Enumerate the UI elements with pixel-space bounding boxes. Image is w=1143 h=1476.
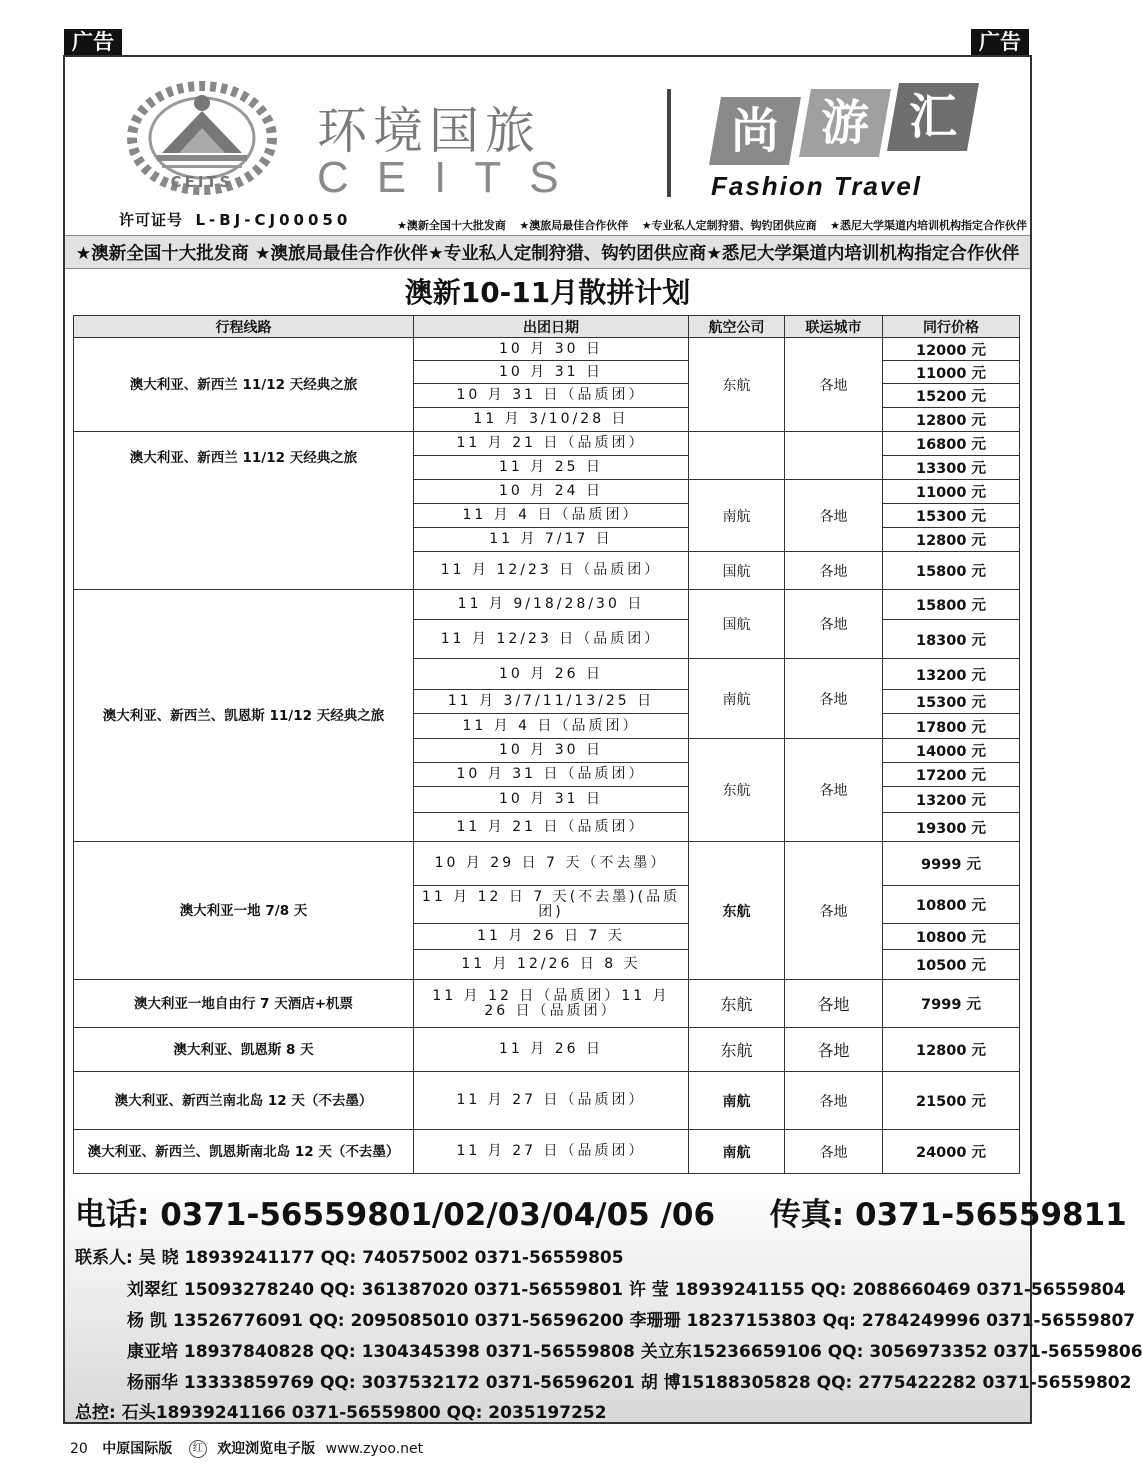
price-cell: 15200 元 [883, 384, 1020, 408]
brand-name-cn: 环境国旅 [317, 102, 541, 160]
brand-name-en: CEITS [317, 153, 587, 202]
table-header-row [74, 316, 1020, 338]
airline-cell [689, 432, 785, 480]
airline-cell: 南航 [689, 659, 785, 739]
price-cell: 9999 元 [883, 842, 1020, 886]
city-cell: 各地 [785, 842, 883, 980]
city-cell: 各地 [785, 739, 883, 842]
date-cell: 11 月 21 日（品质团） [414, 813, 689, 842]
ad-label-right: 广告 [971, 29, 1029, 56]
date-cell: 11 月 26 日 [414, 1028, 689, 1072]
price-cell: 10800 元 [883, 924, 1020, 950]
price-cell: 24000 元 [883, 1130, 1020, 1174]
brand-divider [667, 89, 671, 197]
date-cell: 11 月 12/23 日（品质团） [414, 552, 689, 590]
city-cell: 各地 [785, 338, 883, 432]
header-airline: 航空公司 [689, 316, 785, 338]
price-cell: 12000 元 [883, 338, 1020, 361]
airline-cell: 东航 [689, 980, 785, 1028]
route-cell: 澳大利亚、新西兰、凯恩斯南北岛 12 天（不去墨） [74, 1130, 414, 1174]
route-cell: 澳大利亚一地自由行 7 天酒店+机票 [74, 980, 414, 1028]
price-cell: 13200 元 [883, 787, 1020, 813]
contact-footer [65, 1179, 1143, 1423]
header [65, 57, 1030, 237]
date-cell: 11 月 27 日（品质团） [414, 1130, 689, 1174]
contact-line: 康亚培 18937840828 QQ: 1304345398 0371-56559808 关立东15236659106 QQ: 3056973352 0371-56559806 [127, 1342, 1143, 1362]
airline-cell: 南航 [689, 480, 785, 552]
date-cell: 11 月 4 日（品质团） [414, 714, 689, 739]
phone-label: 电话: [75, 1197, 150, 1233]
airline-cell: 东航 [689, 338, 785, 432]
phone-number: 0371-56559801/02/03/04/05 /06 [160, 1197, 716, 1233]
price-cell: 17800 元 [883, 714, 1020, 739]
ceits-emblem-icon [107, 83, 297, 198]
route-cell: 澳大利亚一地 7/8 天 [74, 842, 414, 980]
date-cell: 10 月 29 日 7 天（不去墨） [414, 842, 689, 886]
table-row [74, 980, 1020, 1028]
city-cell: 各地 [785, 659, 883, 739]
page-number: 20 [70, 1441, 88, 1457]
city-cell: 各地 [785, 590, 883, 659]
airline-cell: 国航 [689, 552, 785, 590]
table-row [74, 842, 1020, 886]
price-cell: 13200 元 [883, 659, 1020, 690]
plan-title: 澳新10-11月散拼计划 [404, 276, 691, 309]
route-cell: 澳大利亚、新西兰南北岛 12 天（不去墨） [74, 1072, 414, 1130]
date-cell: 11 月 12/26 日 8 天 [414, 950, 689, 980]
airline-cell: 南航 [689, 1130, 785, 1174]
date-cell: 11 月 4 日（品质团） [414, 504, 689, 528]
price-cell: 13300 元 [883, 456, 1020, 480]
price-cell: 12800 元 [883, 1028, 1020, 1072]
price-cell: 7999 元 [883, 980, 1020, 1028]
date-cell: 11 月 12 日 7 天(不去墨)(品质团) [414, 886, 689, 924]
site-link[interactable]: www.zyoo.net [325, 1441, 424, 1457]
price-cell: 15300 元 [883, 690, 1020, 714]
route-cell: 澳大利亚、新西兰 11/12 天经典之旅 [74, 338, 414, 432]
table-row [74, 1130, 1020, 1174]
city-cell [785, 432, 883, 480]
price-cell: 12800 元 [883, 408, 1020, 432]
fax-label: 传真: [769, 1197, 845, 1233]
price-cell: 16800 元 [883, 432, 1020, 456]
fax-number: 0371-56559811 [855, 1197, 1127, 1233]
date-cell: 10 月 31 日 [414, 787, 689, 813]
schedule-table [73, 315, 1020, 1174]
route-cell: 澳大利亚、凯恩斯 8 天 [74, 1028, 414, 1072]
city-cell: 各地 [785, 980, 883, 1028]
date-cell: 10 月 26 日 [414, 659, 689, 690]
small-badges: ★澳新全国十大批发商 ★澳旅局最佳合作伙伴 ★专业私人定制狩猎、钩钓团供应商 ★悉尼大学渠道内培训机构指定合作伙伴 [397, 219, 1027, 232]
contact-line: 联系人: 吴 晓 18939241177 QQ: 740575002 0371-56559805 [75, 1248, 624, 1268]
price-cell: 18300 元 [883, 620, 1020, 659]
header-price: 同行价格 [883, 316, 1020, 338]
welcome-text: 欢迎浏览电子版 [217, 1441, 316, 1457]
table-row [74, 338, 1020, 361]
page-footer [70, 1438, 423, 1458]
city-cell: 各地 [785, 1028, 883, 1072]
date-cell: 11 月 25 日 [414, 456, 689, 480]
price-cell: 10800 元 [883, 886, 1020, 924]
date-cell: 11 月 9/18/28/30 日 [414, 590, 689, 620]
airline-cell: 东航 [689, 1028, 785, 1072]
city-cell: 各地 [785, 480, 883, 552]
header-date: 出团日期 [414, 316, 689, 338]
price-cell: 10500 元 [883, 950, 1020, 980]
price-cell: 11000 元 [883, 361, 1020, 384]
date-cell: 10 月 30 日 [414, 338, 689, 361]
contact-line: 刘翠红 15093278240 QQ: 361387020 0371-56559801 许 莹 18939241155 QQ: 2088660469 0371-56559804 [127, 1280, 1126, 1300]
credentials-banner: ★澳新全国十大批发商 ★澳旅局最佳合作伙伴★专业私人定制狩猎、钩钓团供应商★悉尼大学渠道内培训机构指定合作伙伴 [65, 235, 1030, 269]
date-cell: 11 月 21 日（品质团） [414, 432, 689, 456]
contact-line: 杨丽华 13333859769 QQ: 3037532172 0371-56596201 胡 博15188305828 QQ: 2775422282 0371-56559802 [127, 1373, 1132, 1393]
date-cell: 11 月 7/17 日 [414, 528, 689, 552]
airline-cell: 东航 [689, 739, 785, 842]
contact-line: 总控: 石头18939241166 0371-56559800 QQ: 2035197252 [75, 1403, 607, 1423]
logo-char-box: 游 [799, 89, 891, 157]
city-cell: 各地 [785, 552, 883, 590]
table-row [74, 432, 1020, 456]
ad-label-left: 广告 [64, 29, 122, 56]
contact-line: 杨 凯 13526776091 QQ: 2095085010 0371-56596200 李珊珊 18237153803 Qq: 2784249996 0371-56559807 [127, 1311, 1136, 1331]
header-route: 行程线路 [74, 316, 414, 338]
route-cell: 澳大利亚、新西兰 11/12 天经典之旅 [74, 432, 414, 590]
header-city: 联运城市 [785, 316, 883, 338]
logo-char-box: 尚 [709, 97, 801, 165]
phone-fax-line [75, 1189, 1127, 1234]
price-cell: 14000 元 [883, 739, 1020, 763]
price-cell: 21500 元 [883, 1072, 1020, 1130]
advertisement-frame [63, 55, 1143, 1424]
price-cell: 12800 元 [883, 528, 1020, 552]
date-cell: 10 月 31 日 [414, 361, 689, 384]
airline-cell: 南航 [689, 1072, 785, 1130]
price-cell: 17200 元 [883, 763, 1020, 787]
table-row [74, 1072, 1020, 1130]
price-cell: 11000 元 [883, 480, 1020, 504]
date-cell: 10 月 31 日（品质团） [414, 384, 689, 408]
date-cell: 11 月 12 日（品质团）11 月 26 日（品质团） [414, 980, 689, 1028]
city-cell: 各地 [785, 1072, 883, 1130]
route-cell: 澳大利亚、新西兰、凯恩斯 11/12 天经典之旅 [74, 590, 414, 842]
table-row [74, 590, 1020, 620]
airline-cell: 国航 [689, 590, 785, 659]
svg-text:CEITS: CEITS [170, 173, 234, 191]
red-stamp-icon: 红 [189, 1440, 207, 1458]
date-cell: 11 月 12/23 日（品质团） [414, 620, 689, 659]
date-cell: 11 月 26 日 7 天 [414, 924, 689, 950]
date-cell: 11 月 3/10/28 日 [414, 408, 689, 432]
price-cell: 19300 元 [883, 813, 1020, 842]
logo-english: Fashion Travel [711, 171, 923, 201]
date-cell: 10 月 31 日（品质团） [414, 763, 689, 787]
date-cell: 10 月 30 日 [414, 739, 689, 763]
date-cell: 10 月 24 日 [414, 480, 689, 504]
date-cell: 11 月 27 日（品质团） [414, 1072, 689, 1130]
date-cell: 11 月 3/7/11/13/25 日 [414, 690, 689, 714]
airline-cell: 东航 [689, 842, 785, 980]
logo-char-box: 汇 [887, 83, 979, 151]
table-row [74, 1028, 1020, 1072]
edition-name: 中原国际版 [102, 1441, 173, 1457]
city-cell: 各地 [785, 1130, 883, 1174]
price-cell: 15300 元 [883, 504, 1020, 528]
price-cell: 15800 元 [883, 590, 1020, 620]
license: 许可证号 L-BJ-CJ00050 [119, 211, 352, 229]
price-cell: 15800 元 [883, 552, 1020, 590]
